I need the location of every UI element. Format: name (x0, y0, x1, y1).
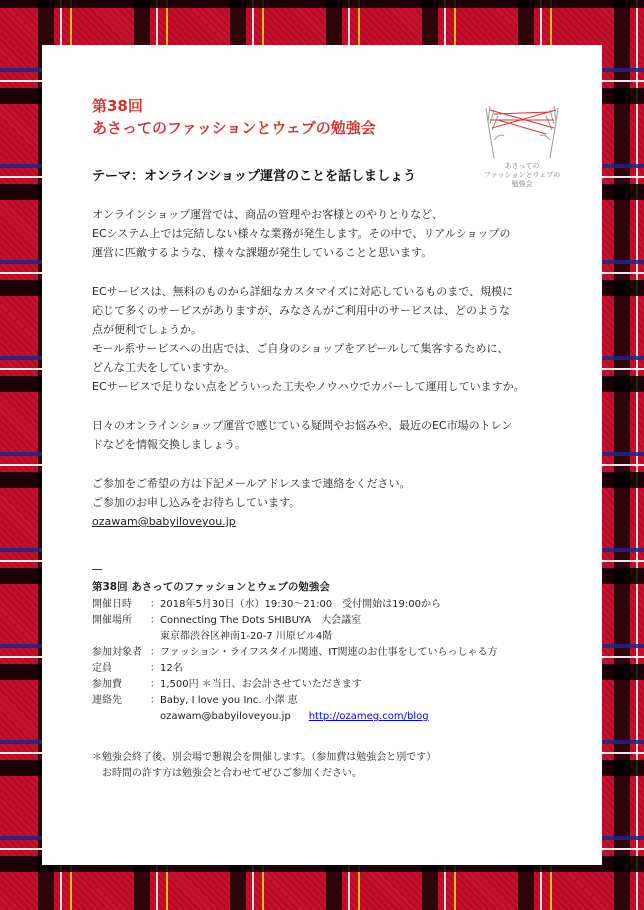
detail-value: Baby, I love you Inc. 小澤 恵 (160, 695, 298, 706)
intro-paragraph-1 (92, 205, 572, 262)
detail-value: 1,500円 ＊当日、お会計させていただきます (160, 679, 362, 690)
text-line: ECサービスは、無料のものから詳細なカスタマイズに対応しているものまで、規模に (92, 285, 514, 298)
intro-body (92, 205, 572, 531)
note-line: お時間の許す方は勉強会と合わせてぜひご参加ください。 (102, 768, 362, 779)
detail-label: 参加対象者 (92, 647, 142, 658)
details-title: 第38回 あさってのファッションとウェブの勉強会 (92, 581, 330, 593)
logo-text (474, 162, 570, 189)
event-title (92, 95, 376, 139)
hands-string-icon (474, 100, 570, 160)
flyer-page (42, 45, 602, 865)
detail-label: 連絡先 (92, 695, 122, 706)
logo-text-line: ファッションとウェブの (483, 171, 561, 179)
detail-value: ファッション・ライフスタイル関連、IT関連のお仕事をしていらっしゃる方 (160, 647, 498, 658)
detail-row-audience (92, 645, 572, 661)
event-details (92, 579, 572, 725)
detail-row-capacity (92, 661, 572, 677)
text-line: ECサービスで足りない点をどういった工夫やノウハウでカバーして運用していますか。 (92, 380, 525, 393)
detail-colon: ： (150, 679, 160, 690)
text-line: モール系サービスへの出店では、ご自身のショップをアピールして集客するために、 (92, 342, 509, 355)
text-line: ドなどを情報交換しましょう。 (92, 438, 246, 451)
theme-heading: テーマ：オンラインショップ運営のことを話しましょう (92, 169, 417, 184)
logo-text-line: 勉強会 (511, 180, 533, 188)
detail-colon: ： (150, 599, 160, 610)
text-line: ご参加をご希望の方は下記メールアドレスまで連絡をください。 (92, 477, 411, 490)
text-line: 点が便利でしょうか。 (92, 323, 202, 336)
detail-row-contact (92, 693, 572, 709)
contact-email-text[interactable]: ozawam@babyiloveyou.jp (160, 711, 291, 722)
intro-paragraph-4 (92, 474, 572, 531)
note-line: ＊勉強会終了後、別会場で懇親会を開催します。（参加費は勉強会と別です） (92, 752, 437, 763)
detail-row-fee (92, 677, 572, 693)
detail-colon: ： (150, 695, 160, 706)
event-title-number: 第38回 (92, 97, 143, 115)
text-line: どんな工夫をしていますか。 (92, 361, 235, 374)
detail-label: 開催日時 (92, 599, 132, 610)
text-line: 応じて多くのサービスがありますが、みなさんがご利用中のサービスは、どのような (92, 304, 510, 317)
detail-colon: ： (150, 615, 160, 626)
detail-label: 定員 (92, 663, 112, 674)
text-line: 運営に匹敵するような、様々な課題が発生していることと思います。 (92, 246, 433, 259)
detail-row-date (92, 597, 572, 613)
detail-value: 12名 (160, 663, 183, 674)
detail-label: 開催場所 (92, 615, 132, 626)
detail-row-venue (92, 613, 572, 629)
event-logo (474, 100, 570, 200)
logo-text-line: あさっての (504, 162, 540, 170)
text-line: ご参加のお申し込みをお待ちしています。 (92, 496, 301, 509)
afterparty-note (92, 750, 572, 782)
venue-address: 東京都渋谷区神南1-20-7 川原ビル4階 (160, 631, 333, 642)
event-title-name: あさってのファッションとウェブの勉強会 (92, 119, 376, 137)
detail-value: Connecting The Dots SHIBUYA 大会議室 (160, 615, 362, 626)
blog-url-link[interactable]: http://ozameg.com/blog (308, 711, 429, 722)
separator (92, 569, 102, 570)
detail-label: 参加費 (92, 679, 122, 690)
contact-links (92, 709, 572, 725)
text-line: オンラインショップ運営では、商品の管理やお客様とのやりとりなど、 (92, 208, 444, 221)
intro-paragraph-2 (92, 282, 572, 396)
intro-paragraph-3 (92, 416, 572, 454)
detail-colon: ： (150, 663, 160, 674)
detail-value: 2018年5月30日（水）19:30〜21:00 受付開始は19:00から (160, 599, 441, 610)
contact-email-link[interactable]: ozawam@babyiloveyou.jp (92, 515, 236, 528)
detail-colon: ： (150, 647, 160, 658)
text-line: ECシステム上では完結しない様々な業務が発生します。その中で、リアルショップの (92, 227, 511, 240)
text-line: 日々のオンラインショップ運営で感じている疑問やお悩みや、最近のEC市場のトレン (92, 419, 513, 432)
